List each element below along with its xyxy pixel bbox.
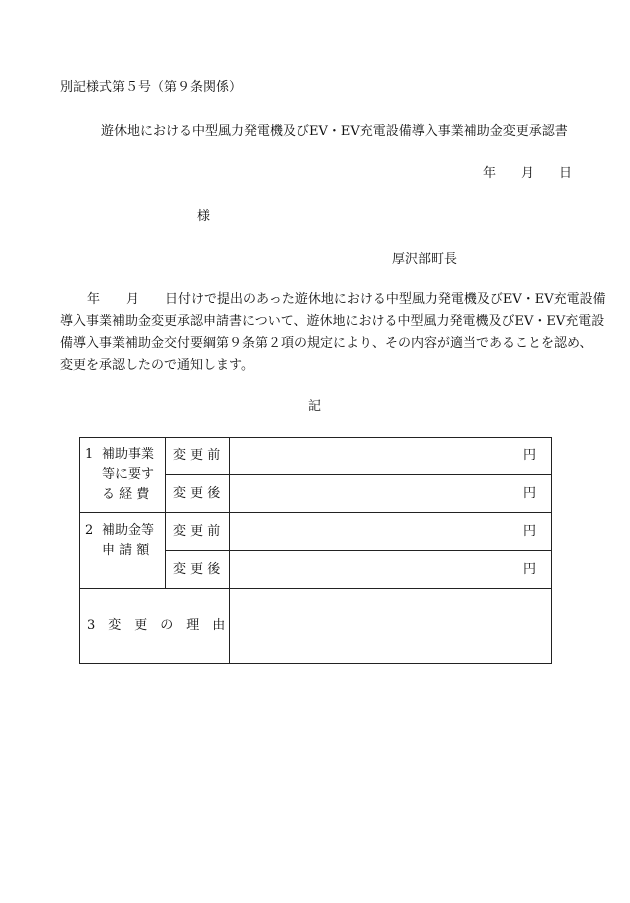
row1-sub-divider bbox=[165, 474, 552, 475]
row1-after-unit: 円 bbox=[523, 486, 537, 501]
table-border-left bbox=[79, 437, 80, 664]
row3-reason-label: 3 変 更 の 理 由 bbox=[87, 618, 226, 633]
row1-after-label: 変 更 後 bbox=[173, 486, 221, 501]
row2-after-label: 変 更 後 bbox=[173, 562, 221, 577]
date-line bbox=[483, 166, 573, 182]
issuer: 厚沢部町長 bbox=[392, 252, 458, 267]
row1-label-line1: 補助事業 bbox=[102, 447, 155, 462]
form-id: 別記様式第５号（第９条関係） bbox=[60, 80, 243, 95]
row2-label-line1: 補助金等 bbox=[102, 523, 155, 538]
col-divider-value bbox=[229, 437, 230, 664]
row1-label-line3: る 経 費 bbox=[102, 487, 150, 502]
col-divider-label bbox=[165, 437, 166, 588]
row1-before-unit: 円 bbox=[523, 448, 537, 463]
body-line-4: 変更を承認したので通知します。 bbox=[60, 358, 254, 373]
row1-number: 1 bbox=[85, 447, 94, 462]
row1-label-line2: 等に要す bbox=[102, 467, 155, 482]
body-line-1: 年 月 日付けで提出のあった遊休地における中型風力発電機及びEV・EV充電設備 bbox=[87, 292, 606, 307]
row2-before-label: 変 更 前 bbox=[173, 524, 221, 539]
body-line-2: 導入事業補助金変更承認申請書について、遊休地における中型風力発電機及びEV・EV充電設 bbox=[60, 314, 605, 329]
table-border-bottom bbox=[79, 663, 552, 664]
row-divider-2-3 bbox=[79, 588, 552, 589]
date-month: 月 bbox=[521, 166, 535, 181]
row2-label-line2: 申 請 額 bbox=[102, 543, 150, 558]
row-divider-1-2 bbox=[79, 512, 552, 513]
date-year: 年 bbox=[483, 166, 497, 181]
row2-before-unit: 円 bbox=[523, 524, 537, 539]
row2-after-unit: 円 bbox=[523, 562, 537, 577]
row2-sub-divider bbox=[165, 550, 552, 551]
addressee-suffix: 様 bbox=[197, 209, 211, 224]
body-line-3: 備導入事業補助金交付要綱第９条第２項の規定により、その内容が適当であることを認め、 bbox=[60, 336, 593, 351]
row2-number: 2 bbox=[85, 523, 94, 538]
row1-before-label: 変 更 前 bbox=[173, 448, 221, 463]
table-border-top bbox=[79, 437, 552, 438]
date-day: 日 bbox=[559, 166, 573, 181]
document-title: 遊休地における中型風力発電機及びEV・EV充電設備導入事業補助金変更承認書 bbox=[101, 124, 568, 139]
ki-marker: 記 bbox=[308, 399, 322, 414]
expense-table bbox=[79, 437, 552, 664]
